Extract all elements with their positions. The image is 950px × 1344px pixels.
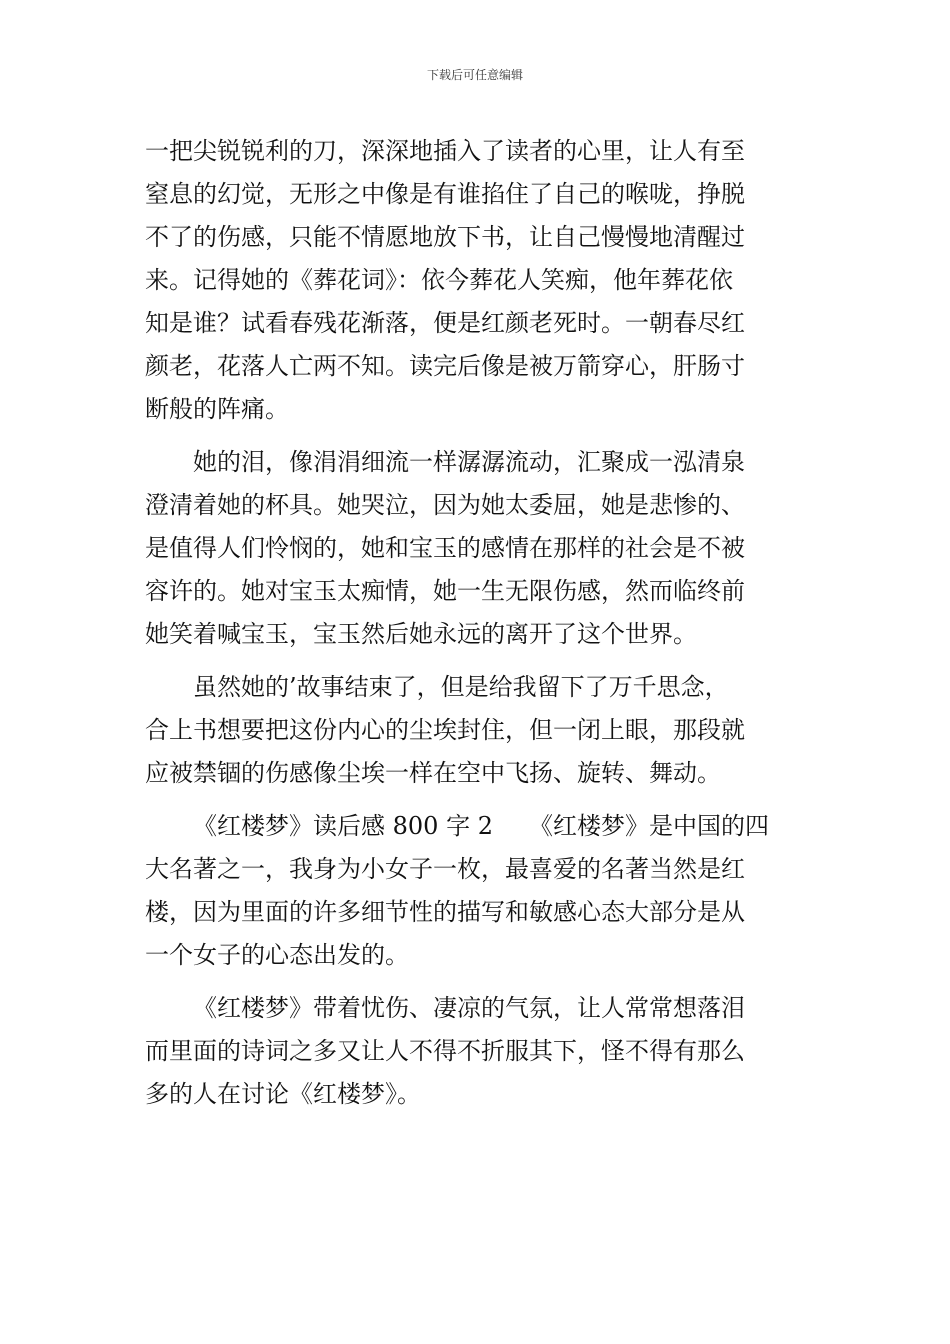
text-line: 澄清着她的杯具。她哭泣，因为她太委屈，她是悲惨的、 [145, 491, 745, 519]
text-line: 合上书想要把这份内心的尘埃封住，但一闭上眼，那段就 [145, 716, 745, 744]
page-header: 下载后可任意编辑 [426, 68, 523, 82]
paragraph [145, 805, 809, 977]
paragraph [145, 441, 809, 656]
paragraph [145, 130, 809, 431]
text-line: 《红楼梦》读后感 800 字 2 《红楼梦》是中国的四 [193, 812, 769, 840]
text-line: 大名著之一，我身为小女子一枚，最喜爱的名著当然是红 [145, 855, 745, 883]
text-line: 一个女子的心态出发的。 [145, 941, 409, 969]
text-line: 一把尖锐锐利的刀，深深地插入了读者的心里，让人有至 [145, 137, 745, 165]
text-line: 知是谁？试看春残花渐落，便是红颜老死时。一朝春尽红 [145, 309, 745, 337]
text-line: 她笑着喊宝玉，宝玉然后她永远的离开了这个世界。 [145, 620, 697, 648]
text-line: 楼，因为里面的许多细节性的描写和敏感心态大部分是从 [145, 898, 745, 926]
text-line: 容许的。她对宝玉太痴情，她一生无限伤感，然而临终前 [145, 577, 745, 605]
text-line: 《红楼梦》带着忧伤、凄凉的气氛，让人常常想落泪 [193, 994, 745, 1022]
text-line: 来。记得她的《葬花词》：依今葬花人笑痴，他年葬花依 [145, 266, 733, 294]
text-line: 而里面的诗词之多又让人不得不折服其下，怪不得有那么 [145, 1037, 745, 1065]
text-line: 颜老，花落人亡两不知。读完后像是被万箭穿心，肝肠寸 [145, 352, 745, 380]
text-line: 多的人在讨论《红楼梦》。 [145, 1080, 421, 1108]
paragraph [145, 987, 809, 1116]
text-line: 是值得人们怜悯的，她和宝玉的感情在那样的社会是不被 [145, 534, 745, 562]
text-line: 虽然她的’故事结束了，但是给我留下了万千思念， [193, 673, 729, 701]
text-line: 她的泪，像涓涓细流一样潺潺流动，汇聚成一泓清泉 [193, 448, 745, 476]
document-body [145, 130, 809, 1116]
paragraph [145, 666, 809, 795]
text-line: 窒息的幻觉，无形之中像是有谁掐住了自己的喉咙，挣脱 [145, 180, 745, 208]
text-line: 断般的阵痛。 [145, 395, 289, 423]
text-line: 应被禁锢的伤感像尘埃一样在空中飞扬、旋转、舞动。 [145, 759, 721, 787]
text-line: 不了的伤感，只能不情愿地放下书，让自己慢慢地清醒过 [145, 223, 745, 251]
